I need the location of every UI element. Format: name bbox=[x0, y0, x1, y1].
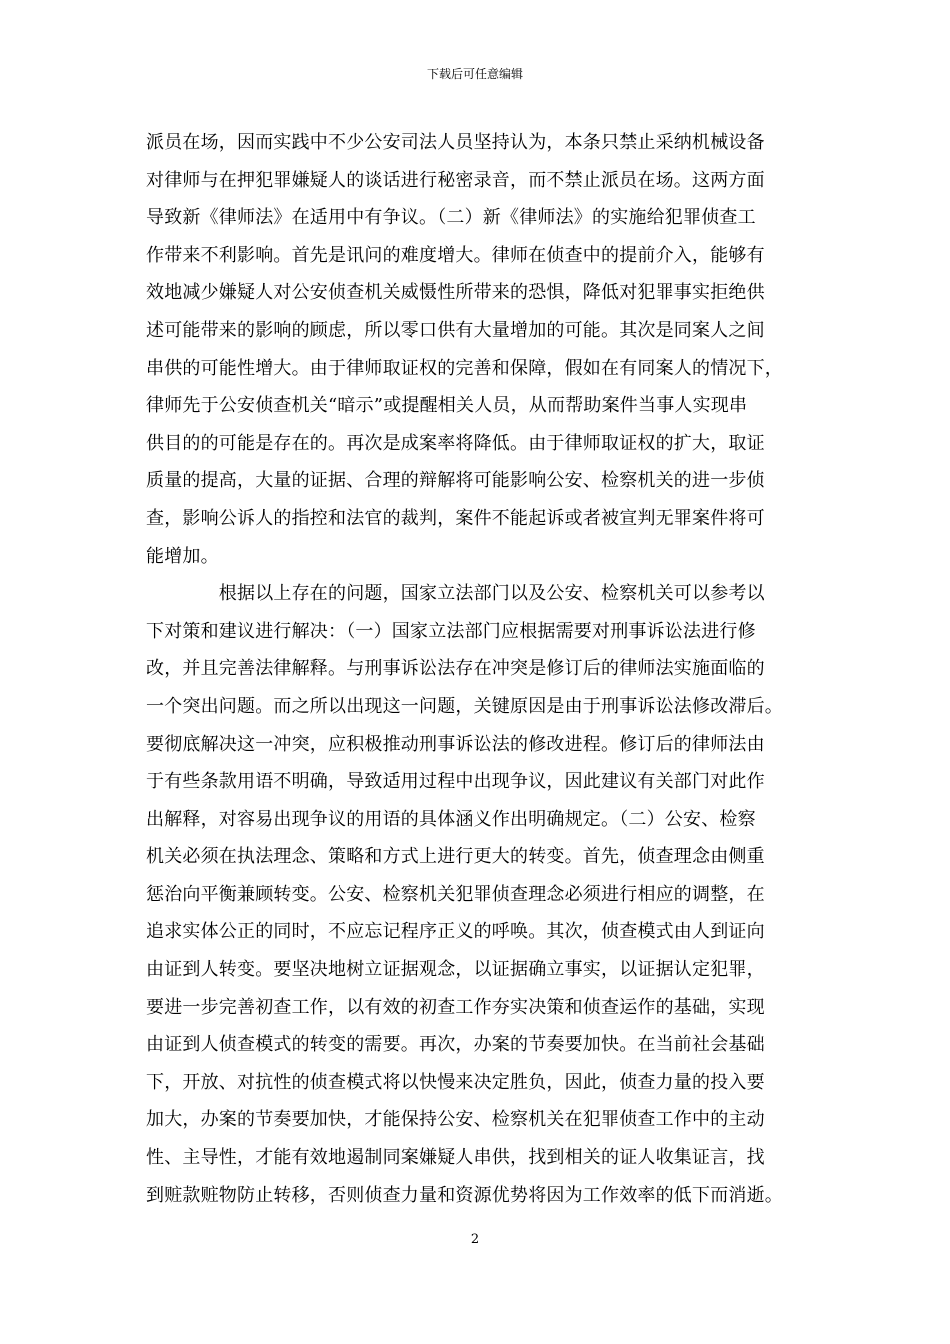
text-line: 一个突出问题。而之所以出现这一问题，关键原因是由于刑事诉讼法修改滞后。 bbox=[146, 695, 783, 717]
text-line: 机关必须在执法理念、策略和方式上进行更大的转变。首先，侦查理念由侧重 bbox=[146, 846, 765, 868]
text-line: 述可能带来的影响的顾虑，所以零口供有大量增加的可能。其次是同案人之间 bbox=[146, 319, 765, 341]
text-line: 到赃款赃物防止转移，否则侦查力量和资源优势将因为工作效率的低下而消逝。 bbox=[146, 1184, 783, 1206]
text-line: 能增加。 bbox=[146, 545, 219, 567]
text-line: 追求实体公正的同时，不应忘记程序正义的呼唤。其次，侦查模式由人到证向 bbox=[146, 921, 765, 943]
text-line: 派员在场，因而实践中不少公安司法人员坚持认为，本条只禁止采纳机械设备 bbox=[146, 132, 765, 153]
document-body bbox=[146, 124, 806, 1214]
text-line: 加大，办案的节奏要加快，才能保持公安、检察机关在犯罪侦查工作中的主动 bbox=[146, 1109, 765, 1131]
text-line: 供目的的可能是存在的。再次是成案率将降低。由于律师取证权的扩大，取证 bbox=[146, 432, 765, 454]
text-line: 要进一步完善初查工作，以有效的初查工作夯实决策和侦查运作的基础，实现 bbox=[146, 996, 765, 1018]
paragraph-1 bbox=[146, 124, 806, 575]
text-line: 下，开放、对抗性的侦查模式将以快慢来决定胜负，因此，侦查力量的投入要 bbox=[146, 1071, 765, 1093]
page-number: 2 bbox=[470, 1232, 480, 1247]
text-line: 性、主导性，才能有效地遏制同案嫌疑人串供，找到相关的证人收集证言，找 bbox=[146, 1147, 765, 1169]
text-line: 对律师与在押犯罪嫌疑人的谈话进行秘密录音，而不禁止派员在场。这两方面 bbox=[146, 169, 765, 191]
text-line: 串供的可能性增大。由于律师取证权的完善和保障，假如在有同案人的情况下， bbox=[146, 357, 783, 379]
text-line: 查，影响公诉人的指控和法官的裁判，案件不能起诉或者被宣判无罪案件将可 bbox=[146, 507, 765, 529]
text-line: 导致新《律师法》在适用中有争议。（二）新《律师法》的实施给犯罪侦查工 bbox=[146, 207, 756, 229]
text-line: 质量的提高，大量的证据、合理的辩解将可能影响公安、检察机关的进一步侦 bbox=[146, 470, 765, 492]
text-line: 作带来不利影响。首先是讯问的难度增大。律师在侦查中的提前介入，能够有 bbox=[146, 244, 765, 266]
text-line: 效地减少嫌疑人对公安侦查机关威慑性所带来的恐惧，降低对犯罪事实拒绝供 bbox=[146, 282, 765, 304]
text-line: 由证到人侦查模式的转变的需要。再次，办案的节奏要加快。在当前社会基础 bbox=[146, 1034, 765, 1056]
text-line: 下对策和建议进行解决：（一）国家立法部门应根据需要对刑事诉讼法进行修 bbox=[146, 620, 756, 642]
text-line: 改，并且完善法律解释。与刑事诉讼法存在冲突是修订后的律师法实施面临的 bbox=[146, 658, 765, 680]
text-line: 律师先于公安侦查机关“暗示”或提醒相关人员，从而帮助案件当事人实现串 bbox=[146, 395, 748, 417]
text-line: 惩治向平衡兼顾转变。公安、检察机关犯罪侦查理念必须进行相应的调整，在 bbox=[146, 883, 765, 905]
text-line: 根据以上存在的问题，国家立法部门以及公安、检察机关可以参考以 bbox=[146, 583, 765, 605]
text-line: 出解释，对容易出现争议的用语的具体涵义作出明确规定。（二）公安、检察 bbox=[146, 808, 756, 830]
paragraph-2 bbox=[146, 575, 806, 1214]
text-line: 要彻底解决这一冲突，应积极推动刑事诉讼法的修改进程。修订后的律师法由 bbox=[146, 733, 765, 755]
page-header: 下载后可任意编辑 bbox=[426, 67, 523, 81]
text-line: 于有些条款用语不明确，导致适用过程中出现争议，因此建议有关部门对此作 bbox=[146, 771, 765, 793]
text-line: 由证到人转变。要坚决地树立证据观念，以证据确立事实，以证据认定犯罪， bbox=[146, 959, 765, 981]
